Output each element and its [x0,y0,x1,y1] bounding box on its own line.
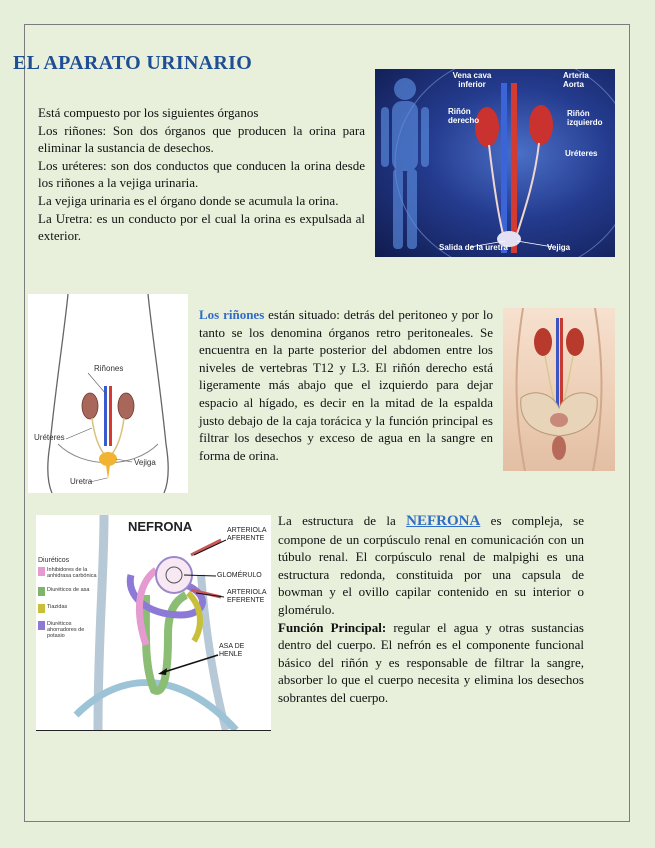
label-arteriola-eferente: ARTERIOLA EFERENTE [227,589,267,604]
intro-line: Los riñones: Son dos órganos que producen la orina para eliminar la sustancia de desechos. [38,122,365,156]
label-vejiga: Vejiga [547,243,571,252]
legend-title: Diuréticos [38,557,70,564]
nephron-diagram [36,515,271,731]
page-title: EL APARATO URINARIO [13,52,253,74]
legend-item [38,621,98,639]
legend-label: Diuréticos de asa [47,587,90,593]
intro-line: La vejiga urinaria es el órgano donde se acumula la orina. [38,192,339,208]
body-outline-illustration [28,294,188,493]
legend-swatch [38,587,45,596]
label-ureteres-2: Uréteres [34,433,65,442]
intro-text [38,104,365,245]
kidneys-body-diagram [28,294,188,493]
kidneys-text: están situado: detrás del peritoneo y por lo tanto se los denomina órganos retro peritoneales. Se encuentra en la parte posterior del abdomen entre los niveles de vertebras T12 y L3. El riñón derecho está ligeramente más abajo que el izquierdo para dejar espacio al hígado, es decir en la mitad de la espalda justo debajo de la caja torácica y la función principal es filtrar los desechos y exceso de agua en la sangre en forma de orina. [199,307,493,463]
nephron-diagram-title: NEFRONA [128,519,193,534]
intro-line: Está compuesto por los siguientes órganos [38,105,259,120]
function-text: regular el agua y otras sustancias dentro del cuerpo. El nefrón es el componente funcional básico del riñón y es responsable de filtrar la sangre, absorber lo que el cuerpo necesita y elimina los desechos sobrantes del cuerpo. [278,619,584,705]
intro-line: Los uréteres: son dos conductos que conducen la orina desde los riñones a la vejiga urinaria. [38,157,365,191]
label-rinon-izquierdo: Riñón izquierdo [567,109,603,127]
legend-item [38,604,98,613]
function-label: Función Principal: [278,619,387,635]
urinary-system-illustration [375,69,615,257]
kidneys-term: Los riñones [199,307,265,322]
label-vena-cava: Vena cava inferior [452,71,492,89]
nephron-function [278,619,584,707]
label-uretra-2: Uretra [70,477,93,486]
label-salida-uretra: Salida de la uretra [439,243,508,252]
legend-item [38,567,98,579]
nephron-paragraph [278,512,584,707]
legend-swatch [38,567,45,576]
legend-swatch [38,621,45,630]
legend-label: Diuréticos ahorradores de potasio [47,621,85,639]
label-arteriola-aferente: ARTERIOLA AFERENTE [227,527,267,542]
torso-illustration [503,308,615,471]
label-rinon-derecho: Riñón derecho [448,107,480,125]
label-vejiga-2: Vejiga [134,458,156,467]
nephron-text: es compleja, se compone de un corpúsculo renal en comunicación con un túbulo renal. El corpúsculo renal de malpighi es una estructura redonda, constituida por una capsula de bowman y el ovillo capilar contenido en su interior o glomérulo. [278,513,584,617]
label-asa-henle: ASA DE HENLE [219,643,245,658]
intro-line: La Uretra: es un conducto por el cual la orina es expulsada al exterior. [38,210,365,244]
nephron-prefix: La estructura de la [278,513,407,528]
torso-anatomy-image [503,308,615,471]
label-glomerulo: GLOMÉRULO [217,572,262,579]
legend-swatch [38,604,45,613]
nephron-term: NEFRONA [406,513,481,529]
kidneys-paragraph [199,306,493,464]
diuretics-legend [38,567,98,647]
legend-item [38,587,98,596]
nephron-structure [278,512,584,619]
legend-label: Inhibidores de la anhidrasa carbónica [47,567,97,579]
urinary-system-image [375,69,615,257]
legend-label: Tiazidas [47,604,68,610]
label-ureteres: Uréteres [565,149,598,158]
label-arteria-aorta: Arteria Aorta [563,71,589,89]
label-rinones: Riñones [94,364,124,373]
